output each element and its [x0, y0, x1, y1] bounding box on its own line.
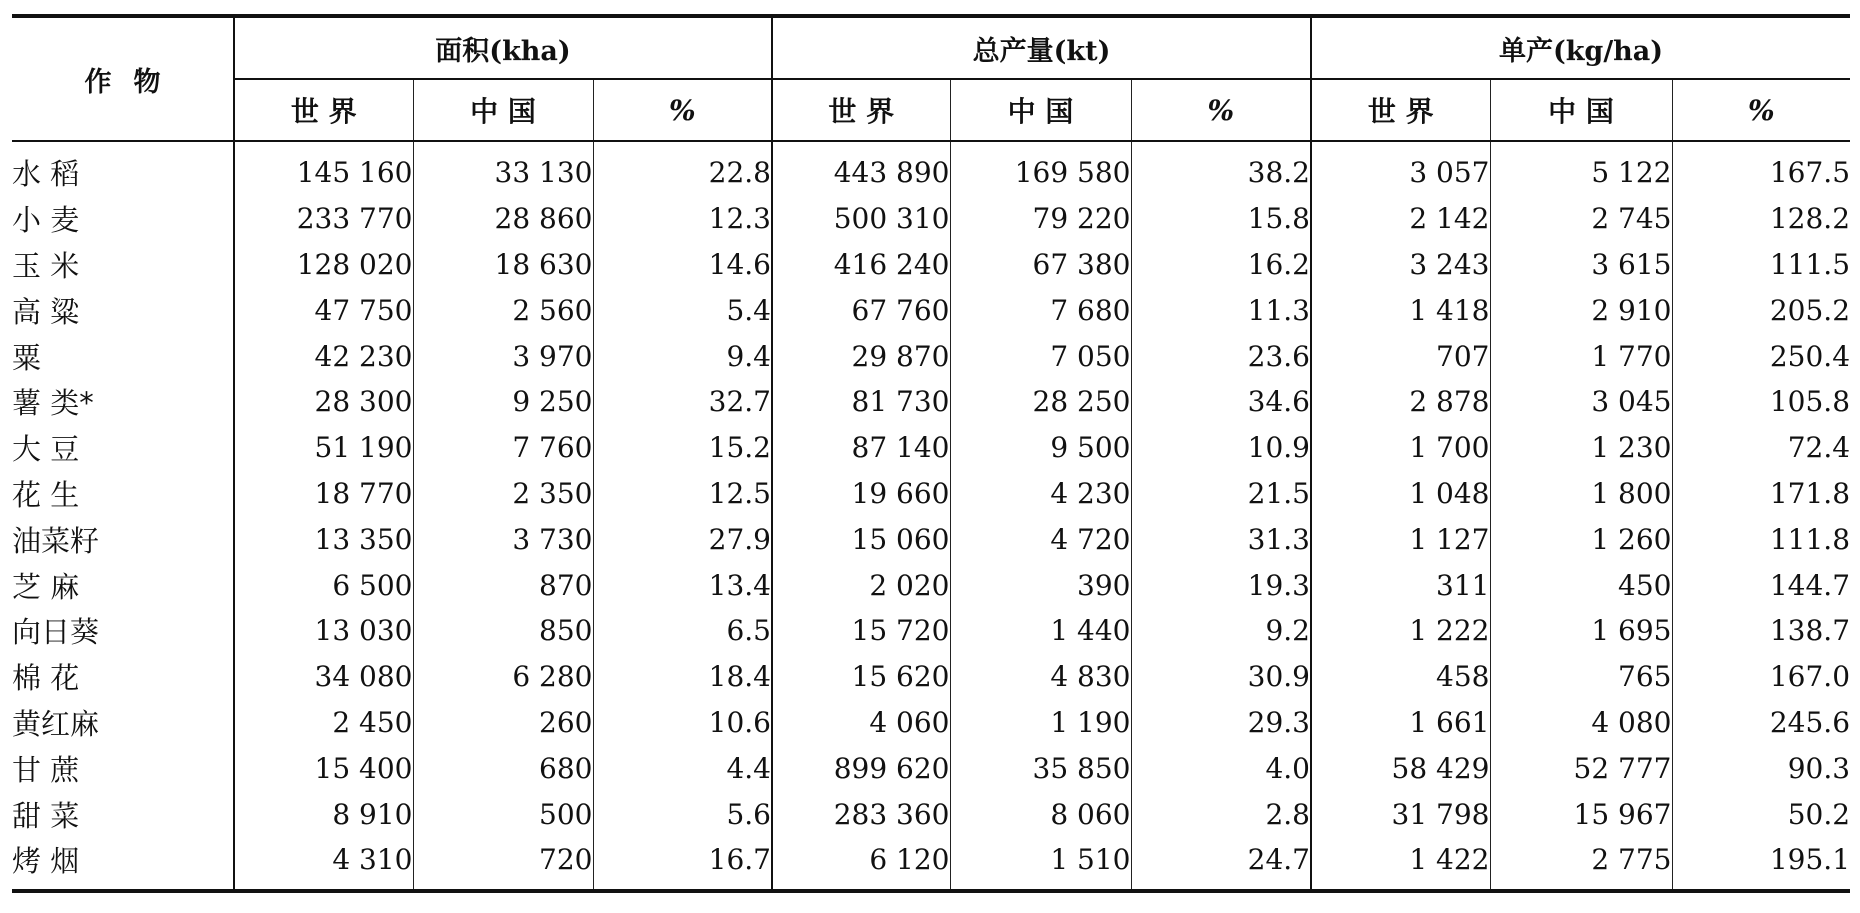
yield-china-cell: 450	[1490, 562, 1672, 608]
production-pct-cell: 24.7	[1131, 837, 1311, 891]
yield-pct-cell: 167.5	[1672, 141, 1850, 196]
production-china-cell: 79 220	[950, 196, 1131, 242]
area-pct-cell: 18.4	[593, 654, 772, 700]
area-china-cell: 28 860	[413, 196, 593, 242]
crop-name: 薯 类*	[12, 386, 94, 421]
area-china-cell: 7 760	[413, 425, 593, 471]
area-pct-cell: 10.6	[593, 700, 772, 746]
crop-name: 油菜籽	[12, 523, 100, 558]
area-world-cell: 6 500	[234, 562, 413, 608]
production-world-cell: 416 240	[772, 242, 950, 288]
yield-pct-cell: 171.8	[1672, 471, 1850, 517]
production-pct-cell: 10.9	[1131, 425, 1311, 471]
crop-name: 水 稻	[12, 157, 80, 192]
yield-world-cell: 31 798	[1311, 791, 1490, 837]
area-china-cell: 870	[413, 562, 593, 608]
production-china-cell: 4 830	[950, 654, 1131, 700]
table-row	[12, 242, 1850, 288]
table-row	[12, 654, 1850, 700]
area-world-cell: 145 160	[234, 141, 413, 196]
crop-name: 高 粱	[12, 294, 80, 329]
yield-china-cell: 1 230	[1490, 425, 1672, 471]
production-world-cell: 6 120	[772, 837, 950, 891]
table-row	[12, 141, 1850, 196]
yield-world-cell: 311	[1311, 562, 1490, 608]
area-china-cell: 720	[413, 837, 593, 891]
crop-name: 小 麦	[12, 203, 80, 238]
area-china-cell: 3 730	[413, 516, 593, 562]
production-pct-cell: 4.0	[1131, 745, 1311, 791]
production-pct-cell: 29.3	[1131, 700, 1311, 746]
crop-name: 甘 蔗	[12, 752, 80, 787]
yield-china-cell: 15 967	[1490, 791, 1672, 837]
production-pct-cell: 15.8	[1131, 196, 1311, 242]
yield-world-cell: 3 057	[1311, 141, 1490, 196]
production-pct-cell: 11.3	[1131, 287, 1311, 333]
area-world-cell: 4 310	[234, 837, 413, 891]
area-world-cell: 15 400	[234, 745, 413, 791]
production-china-cell: 7 050	[950, 333, 1131, 379]
yield-china-cell: 52 777	[1490, 745, 1672, 791]
crop-name: 玉 米	[12, 248, 80, 283]
yield-world-cell: 1 127	[1311, 516, 1490, 562]
yield-pct-cell: 105.8	[1672, 379, 1850, 425]
production-china-cell: 4 720	[950, 516, 1131, 562]
yield-world-cell: 1 418	[1311, 287, 1490, 333]
area-china-cell: 500	[413, 791, 593, 837]
production-world-cell: 19 660	[772, 471, 950, 517]
crop-name: 粟	[12, 340, 42, 375]
area-china-cell: 680	[413, 745, 593, 791]
area-pct-header: %	[593, 79, 772, 141]
production-pct-cell: 21.5	[1131, 471, 1311, 517]
area-china-cell: 6 280	[413, 654, 593, 700]
yield-china-cell: 4 080	[1490, 700, 1672, 746]
production-china-cell: 169 580	[950, 141, 1131, 196]
header-row-sub	[12, 79, 1850, 141]
yield-china-cell: 2 910	[1490, 287, 1672, 333]
area-pct-cell: 12.3	[593, 196, 772, 242]
yield-world-cell: 1 661	[1311, 700, 1490, 746]
production-world-cell: 81 730	[772, 379, 950, 425]
production-china-cell: 7 680	[950, 287, 1131, 333]
yield-world-cell: 58 429	[1311, 745, 1490, 791]
production-pct-cell: 34.6	[1131, 379, 1311, 425]
crop-name: 向日葵	[12, 615, 100, 650]
area-china-header: 中 国	[413, 79, 593, 141]
yield-pct-cell: 128.2	[1672, 196, 1850, 242]
area-pct-cell: 9.4	[593, 333, 772, 379]
crop-name: 花 生	[12, 477, 80, 512]
yield-world-cell: 458	[1311, 654, 1490, 700]
production-pct-cell: 38.2	[1131, 141, 1311, 196]
production-china-cell: 1 190	[950, 700, 1131, 746]
yield-pct-cell: 138.7	[1672, 608, 1850, 654]
crop-name: 甜 菜	[12, 798, 80, 833]
area-world-cell: 47 750	[234, 287, 413, 333]
production-world-cell: 899 620	[772, 745, 950, 791]
area-world-cell: 233 770	[234, 196, 413, 242]
crop-name: 烤 烟	[12, 837, 234, 891]
area-china-cell: 2 350	[413, 471, 593, 517]
table-row	[12, 562, 1850, 608]
area-world-cell: 28 300	[234, 379, 413, 425]
yield-group-header: 单产(kg/ha)	[1311, 16, 1850, 79]
yield-world-header: 世 界	[1311, 79, 1490, 141]
yield-pct-cell: 167.0	[1672, 654, 1850, 700]
table-row	[12, 425, 1850, 471]
yield-pct-cell: 250.4	[1672, 333, 1850, 379]
table-row	[12, 700, 1850, 746]
production-world-cell: 500 310	[772, 196, 950, 242]
production-world-cell: 283 360	[772, 791, 950, 837]
area-world-cell: 34 080	[234, 654, 413, 700]
yield-china-cell: 3 045	[1490, 379, 1672, 425]
area-pct-cell: 12.5	[593, 471, 772, 517]
area-pct-cell: 32.7	[593, 379, 772, 425]
production-china-cell: 8 060	[950, 791, 1131, 837]
table-row	[12, 287, 1850, 333]
production-world-cell: 15 060	[772, 516, 950, 562]
production-pct-cell: 30.9	[1131, 654, 1311, 700]
table-body	[12, 141, 1850, 891]
area-world-cell: 8 910	[234, 791, 413, 837]
yield-pct-cell: 90.3	[1672, 745, 1850, 791]
yield-world-cell: 1 700	[1311, 425, 1490, 471]
area-pct-cell: 22.8	[593, 141, 772, 196]
production-pct-cell: 31.3	[1131, 516, 1311, 562]
crop-comparison-table	[12, 14, 1850, 893]
area-china-cell: 260	[413, 700, 593, 746]
header-row-groups	[12, 16, 1850, 79]
yield-world-cell: 1 422	[1311, 837, 1490, 891]
yield-pct-cell: 72.4	[1672, 425, 1850, 471]
area-china-cell: 33 130	[413, 141, 593, 196]
production-pct-cell: 19.3	[1131, 562, 1311, 608]
yield-pct-cell: 205.2	[1672, 287, 1850, 333]
table-row	[12, 471, 1850, 517]
table-row	[12, 516, 1850, 562]
yield-world-cell: 707	[1311, 333, 1490, 379]
production-world-cell: 2 020	[772, 562, 950, 608]
area-world-cell: 42 230	[234, 333, 413, 379]
production-group-header: 总产量(kt)	[772, 16, 1311, 79]
yield-world-cell: 2 878	[1311, 379, 1490, 425]
yield-world-cell: 2 142	[1311, 196, 1490, 242]
production-china-cell: 390	[950, 562, 1131, 608]
yield-china-cell: 1 260	[1490, 516, 1672, 562]
area-china-cell: 850	[413, 608, 593, 654]
production-world-cell: 15 720	[772, 608, 950, 654]
area-world-cell: 51 190	[234, 425, 413, 471]
table-row	[12, 745, 1850, 791]
area-pct-cell: 13.4	[593, 562, 772, 608]
area-pct-cell: 27.9	[593, 516, 772, 562]
production-china-cell: 4 230	[950, 471, 1131, 517]
yield-world-cell: 1 222	[1311, 608, 1490, 654]
area-pct-cell: 15.2	[593, 425, 772, 471]
area-china-cell: 3 970	[413, 333, 593, 379]
area-world-cell: 2 450	[234, 700, 413, 746]
area-world-cell: 128 020	[234, 242, 413, 288]
yield-china-cell: 2 775	[1490, 837, 1672, 891]
area-world-cell: 18 770	[234, 471, 413, 517]
yield-pct-cell: 144.7	[1672, 562, 1850, 608]
production-china-cell: 28 250	[950, 379, 1131, 425]
production-pct-cell: 23.6	[1131, 333, 1311, 379]
production-world-header: 世 界	[772, 79, 950, 141]
yield-china-cell: 1 770	[1490, 333, 1672, 379]
production-pct-cell: 16.2	[1131, 242, 1311, 288]
area-pct-cell: 6.5	[593, 608, 772, 654]
area-world-header: 世 界	[234, 79, 413, 141]
production-china-cell: 1 510	[950, 837, 1131, 891]
crop-column-header: 作物	[12, 16, 234, 141]
crop-name: 芝 麻	[12, 569, 80, 604]
area-pct-cell: 14.6	[593, 242, 772, 288]
production-world-cell: 4 060	[772, 700, 950, 746]
yield-china-cell: 765	[1490, 654, 1672, 700]
area-pct-cell: 5.6	[593, 791, 772, 837]
table-row	[12, 608, 1850, 654]
production-china-cell: 1 440	[950, 608, 1131, 654]
production-world-cell: 87 140	[772, 425, 950, 471]
yield-pct-cell: 245.6	[1672, 700, 1850, 746]
area-world-cell: 13 350	[234, 516, 413, 562]
yield-china-cell: 1 695	[1490, 608, 1672, 654]
yield-world-cell: 3 243	[1311, 242, 1490, 288]
production-pct-cell: 2.8	[1131, 791, 1311, 837]
yield-china-cell: 2 745	[1490, 196, 1672, 242]
yield-world-cell: 1 048	[1311, 471, 1490, 517]
production-china-cell: 67 380	[950, 242, 1131, 288]
crop-name: 黄红麻	[12, 706, 100, 741]
yield-china-cell: 3 615	[1490, 242, 1672, 288]
crop-name: 大 豆	[12, 432, 80, 467]
crop-name: 棉 花	[12, 661, 80, 696]
table-row	[12, 837, 1850, 891]
yield-china-cell: 5 122	[1490, 141, 1672, 196]
area-china-cell: 18 630	[413, 242, 593, 288]
area-china-cell: 9 250	[413, 379, 593, 425]
production-china-cell: 9 500	[950, 425, 1131, 471]
production-world-cell: 29 870	[772, 333, 950, 379]
table-row	[12, 333, 1850, 379]
production-world-cell: 15 620	[772, 654, 950, 700]
yield-pct-cell: 111.5	[1672, 242, 1850, 288]
production-world-cell: 67 760	[772, 287, 950, 333]
production-china-header: 中 国	[950, 79, 1131, 141]
area-china-cell: 2 560	[413, 287, 593, 333]
production-pct-header: %	[1131, 79, 1311, 141]
area-pct-cell: 4.4	[593, 745, 772, 791]
production-world-cell: 443 890	[772, 141, 950, 196]
yield-china-header: 中 国	[1490, 79, 1672, 141]
table-row	[12, 196, 1850, 242]
yield-pct-cell: 50.2	[1672, 791, 1850, 837]
area-group-header: 面积(kha)	[234, 16, 772, 79]
table-row	[12, 379, 1850, 425]
yield-pct-header: %	[1672, 79, 1850, 141]
yield-china-cell: 1 800	[1490, 471, 1672, 517]
table-row	[12, 791, 1850, 837]
area-pct-cell: 16.7	[593, 837, 772, 891]
area-pct-cell: 5.4	[593, 287, 772, 333]
production-pct-cell: 9.2	[1131, 608, 1311, 654]
area-world-cell: 13 030	[234, 608, 413, 654]
yield-pct-cell: 111.8	[1672, 516, 1850, 562]
production-china-cell: 35 850	[950, 745, 1131, 791]
yield-pct-cell: 195.1	[1672, 837, 1850, 891]
